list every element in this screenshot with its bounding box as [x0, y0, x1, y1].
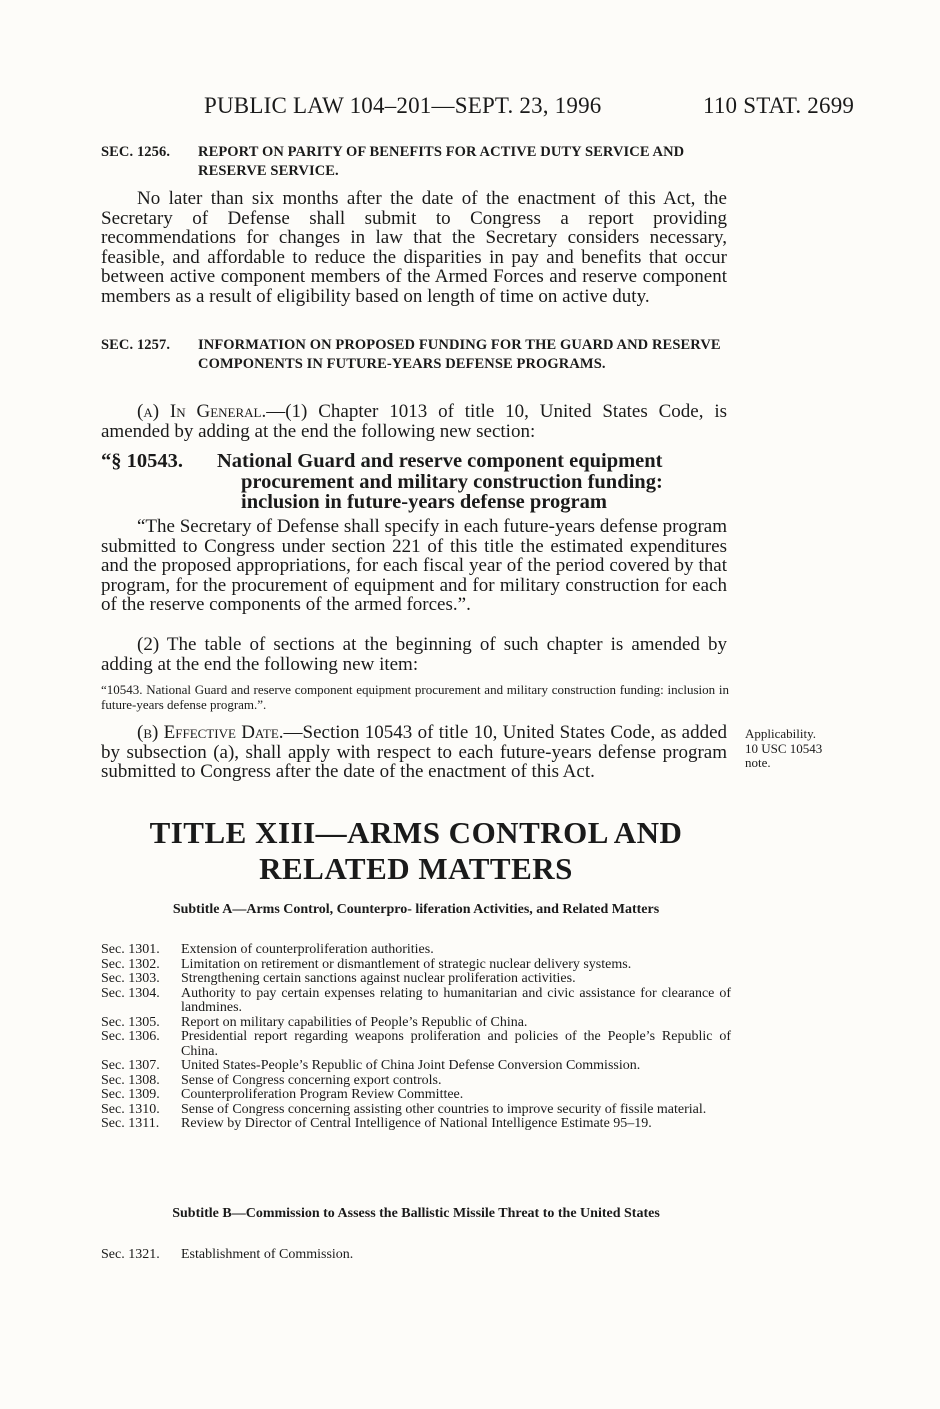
quoted-section-text	[101, 517, 727, 615]
title-heading	[101, 815, 731, 887]
toc-entry	[101, 958, 731, 973]
toc-section-title: Limitation on retirement or dismantlement of strategic nuclear delivery systems.	[181, 956, 632, 972]
toc-section-number: Sec. 1305.	[101, 1014, 160, 1030]
toc-entry	[101, 1016, 731, 1031]
subsection-b-text: —Section 10543 of title 10, United States Code, as added by subsection (a), shall apply with respect to each future-years defense program submitted to Congress after the date of the enactment of this Act.	[101, 722, 728, 783]
toc-section-title: Sense of Congress concerning assisting other countries to improve security of fissile material.	[181, 1101, 707, 1117]
margin-note-line: note.	[745, 755, 771, 770]
toc-section-number: Sec. 1304.	[101, 985, 160, 1001]
section-title: INFORMATION ON PROPOSED FUNDING FOR THE GUARD AND RESERVE COMPONENTS IN FUTURE-YEARS DEFENSE PROGRAMS.	[198, 337, 721, 372]
margin-note-line: Applicability.	[745, 726, 817, 741]
toc-section-number: Sec. 1311.	[101, 1116, 160, 1131]
toc-section-title: Counterproliferation Program Review Committee.	[181, 1087, 464, 1102]
toc-section-title: Strengthening certain sanctions against nuclear proliferation activities.	[181, 971, 576, 986]
subtitle-a-heading: Subtitle A—Arms Control, Counterpro- liferation Activities, and Related Matters	[172, 902, 660, 917]
toc-section-number: Sec. 1310.	[101, 1101, 160, 1117]
toc-section-title: Presidential report regarding weapons proliferation and policies of the People’s Republic of China.	[181, 1029, 731, 1059]
toc-section-number: Sec. 1321.	[101, 1247, 160, 1262]
toc-section-title: Authority to pay certain expenses relating to humanitarian and civic assistance for clearance of landmines.	[181, 985, 731, 1015]
toc-section-number: Sec. 1301.	[101, 942, 160, 957]
subsection-a	[101, 402, 727, 441]
running-header-stat-page: 110 STAT. 2699	[703, 93, 855, 118]
section-heading-1257	[101, 336, 731, 373]
subsection-b	[101, 723, 727, 782]
toc-section-title: United States-People’s Republic of China Joint Defense Conversion Commission.	[181, 1058, 641, 1073]
table-of-sections-item	[101, 683, 729, 712]
toc-section-title: Review by Director of Central Intelligence of National Intelligence Estimate 95–19.	[181, 1116, 652, 1131]
subtitle-b-toc	[101, 1248, 731, 1263]
toc-section-number: Sec. 1308.	[101, 1072, 160, 1088]
subsection-a-label: (a) In General.	[137, 401, 267, 422]
toc-entry	[101, 972, 731, 987]
table-item-text: “10543. National Guard and reserve component equipment procurement and military construction funding: inclusion in future-years defense program.”.	[101, 682, 729, 712]
title-line-2: RELATED MATTERS	[259, 851, 573, 886]
section-title: REPORT ON PARITY OF BENEFITS FOR ACTIVE DUTY SERVICE AND RESERVE SERVICE.	[198, 144, 685, 179]
section-1256-body	[101, 189, 727, 307]
toc-entry	[101, 1030, 731, 1059]
toc-section-number: Sec. 1306.	[101, 1029, 160, 1044]
toc-section-number: Sec. 1307.	[101, 1058, 160, 1073]
section-heading-1256	[101, 143, 731, 180]
toc-entry	[101, 1248, 731, 1263]
subsection-a-text: —(1) Chapter 1013 of title 10, United States Code, is amended by adding at the end the following new section:	[101, 401, 727, 442]
subtitle-b-heading: Subtitle B—Commission to Assess the Ballistic Missile Threat to the United States	[172, 1206, 660, 1221]
toc-entry	[101, 1117, 731, 1132]
subsection-b-label: (b) Effective Date.	[137, 722, 284, 743]
toc-entry	[101, 1088, 731, 1103]
toc-entry	[101, 987, 731, 1016]
new-section-title: National Guard and reserve component equipment procurement and military construction funding: inclusion in future-years defense program	[217, 450, 663, 513]
subsection-a2-text: (2) The table of sections at the beginning of such chapter is amended by adding at the end the following new item:	[101, 634, 727, 675]
subsection-a2	[101, 635, 727, 674]
section-number: SEC. 1257.	[101, 337, 171, 353]
toc-section-title: Report on military capabilities of People’s Republic of China.	[181, 1014, 528, 1030]
margin-note	[745, 727, 875, 771]
title-line-1: TITLE XIII—ARMS CONTROL AND	[149, 815, 683, 850]
toc-entry	[101, 1059, 731, 1074]
toc-entry	[101, 1074, 731, 1089]
toc-section-number: Sec. 1303.	[101, 971, 160, 986]
margin-note-line: 10 USC 10543	[745, 740, 823, 756]
quoted-section-body: “The Secretary of Defense shall specify in each future-years defense program submitted to Congress under section 221 of this title the estimated expenditures and the proposed appropriations, for each fiscal year of the period covered by that program, for the procurement of equipment and for military construction for each of the reserve components of the armed forces.”.	[101, 516, 727, 616]
subtitle-a-toc	[101, 943, 731, 1132]
toc-section-number: Sec. 1302.	[101, 956, 160, 972]
toc-section-number: Sec. 1309.	[101, 1087, 160, 1102]
toc-section-title: Sense of Congress concerning export controls.	[181, 1072, 442, 1088]
section-number: SEC. 1256.	[101, 144, 171, 160]
toc-section-title: Extension of counterproliferation authorities.	[181, 942, 434, 957]
toc-section-title: Establishment of Commission.	[181, 1247, 354, 1262]
toc-entry	[101, 1103, 731, 1118]
new-section-number: “§ 10543.	[101, 450, 183, 472]
new-section-10543-heading	[101, 451, 731, 513]
section-1256-text: No later than six months after the date of the enactment of this Act, the Secretary of Defense shall submit to Congress a report providing recommendations for changes in law that the Secretary considers necessary, feasible, and affordable to reduce the disparities in pay and benefits that occur between active component members of the Armed Forces and reserve component members as a result of eligibility based on length of time on active duty.	[101, 188, 727, 307]
running-header-public-law: PUBLIC LAW 104–201—SEPT. 23, 1996	[204, 93, 602, 118]
toc-entry	[101, 943, 731, 958]
